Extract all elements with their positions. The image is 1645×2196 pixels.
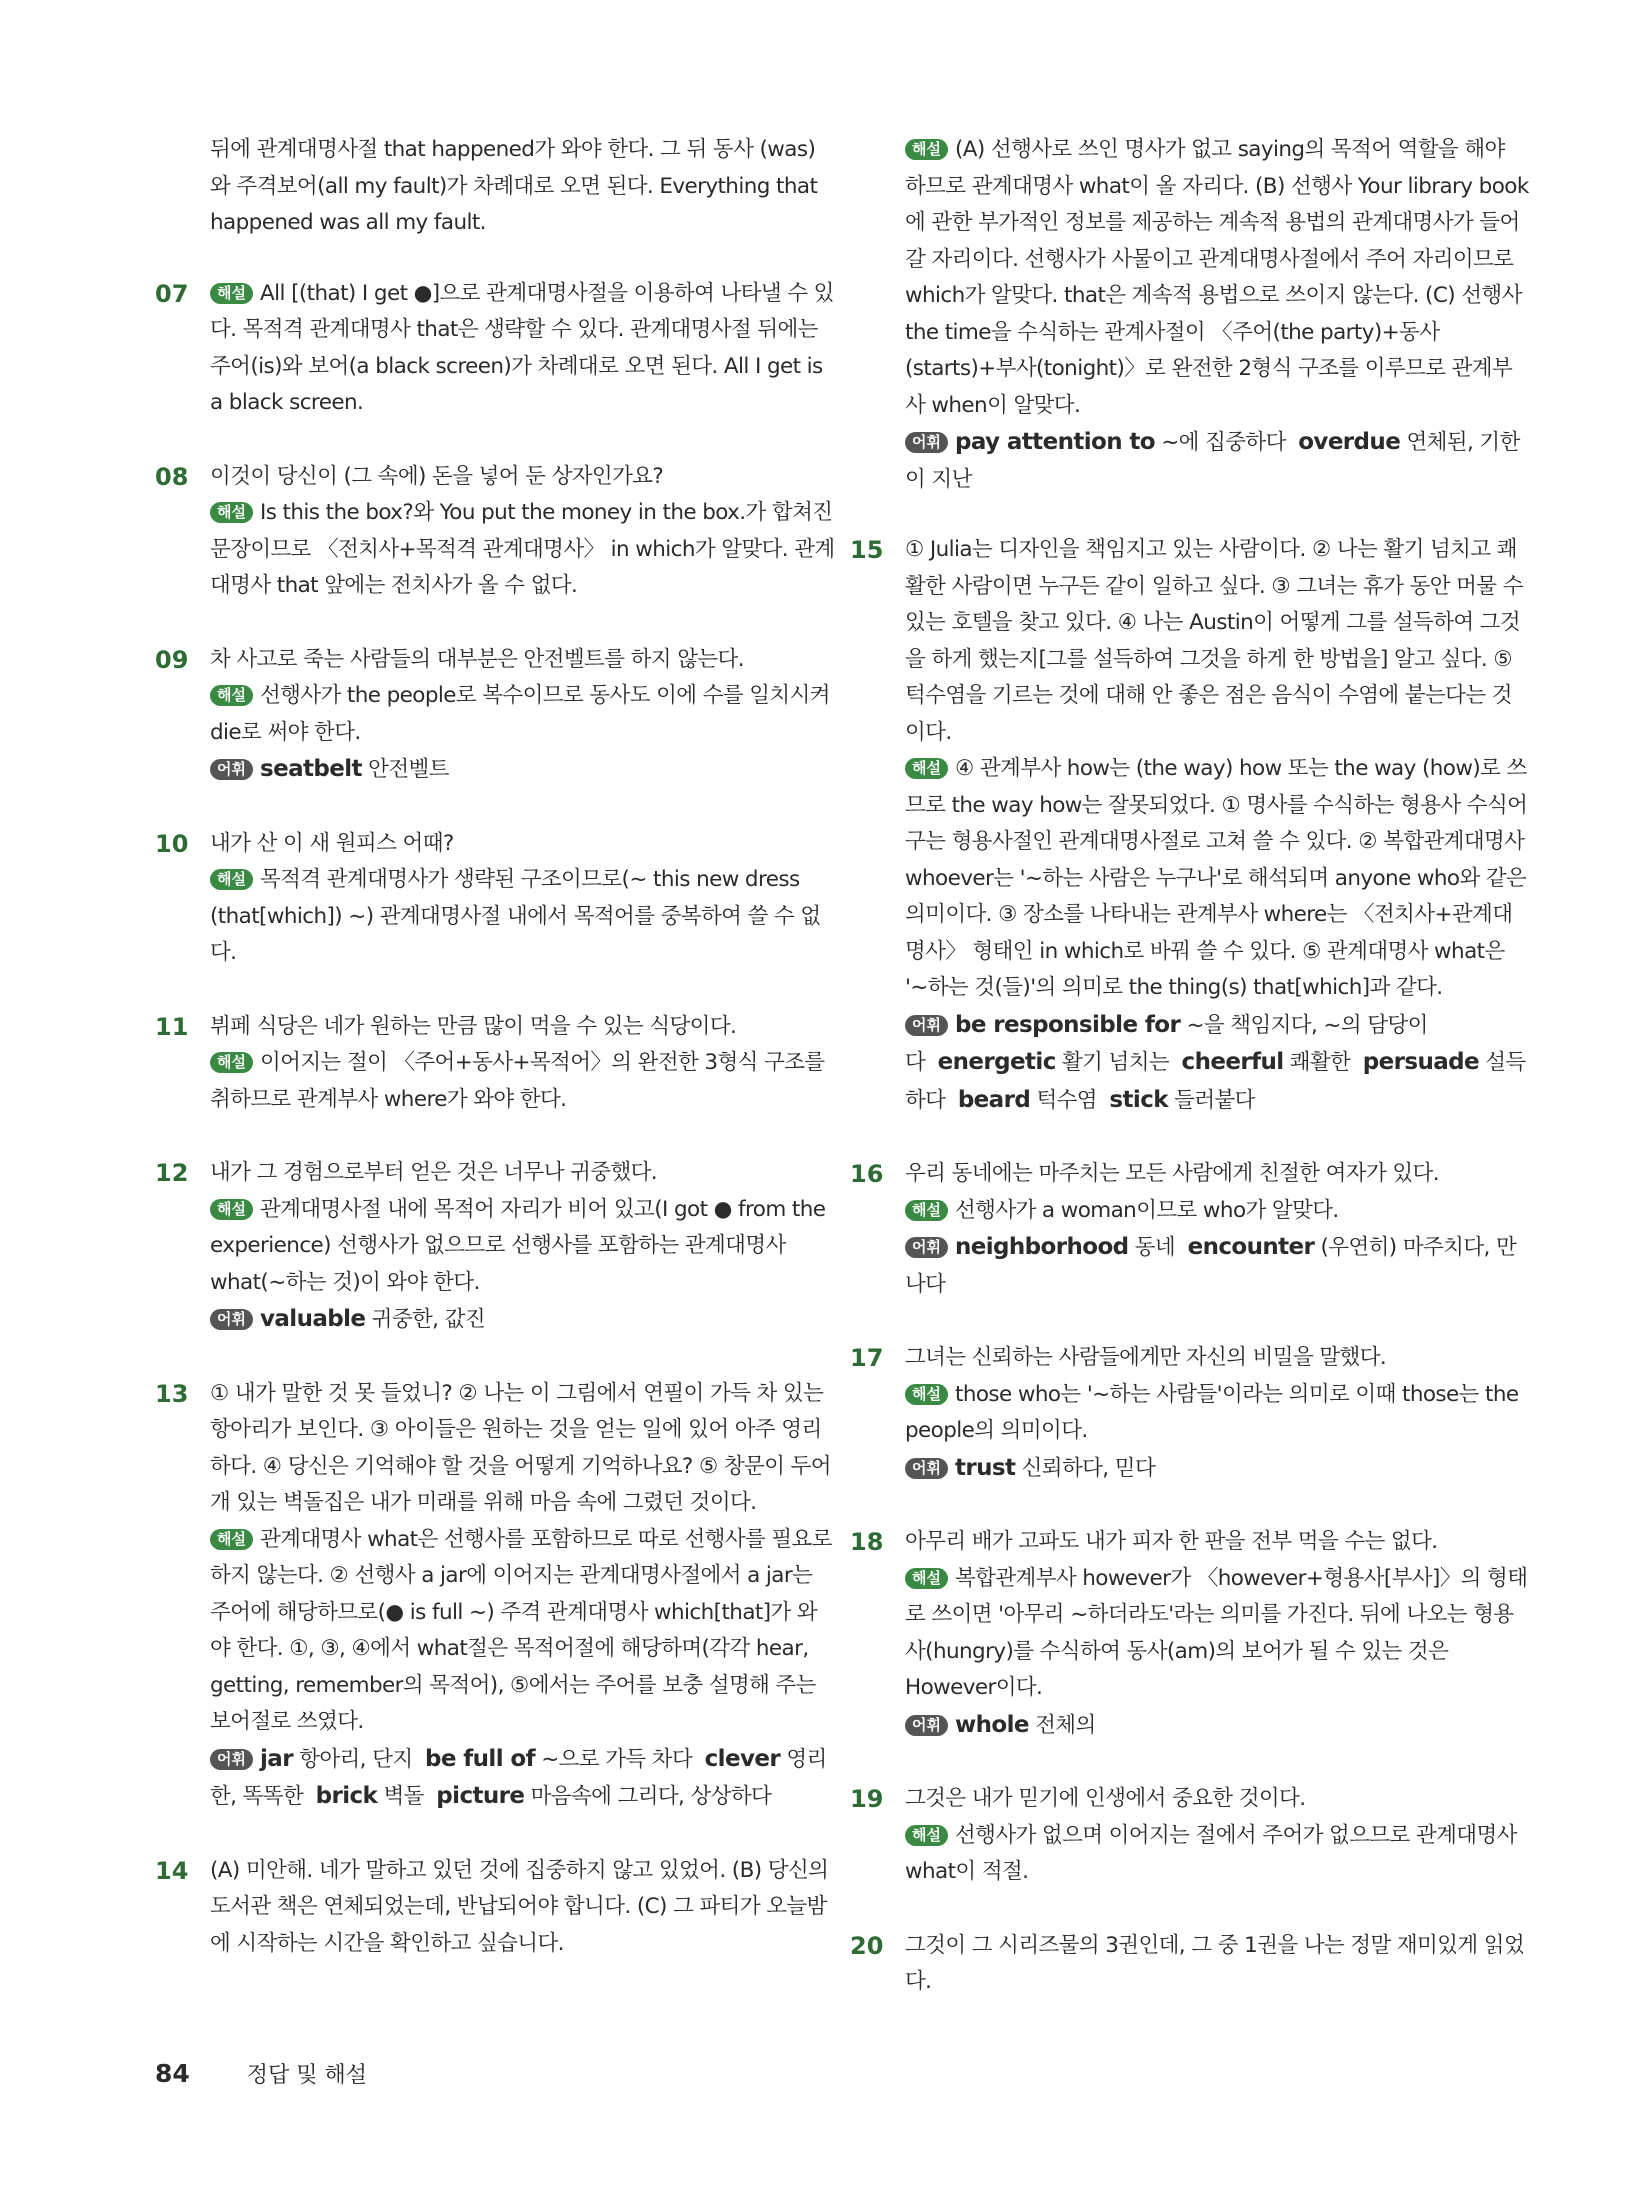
vocab-word: stick <box>1109 1086 1168 1113</box>
answer-item <box>210 132 835 242</box>
translation-text: (A) 미안해. 네가 말하고 있던 것에 집중하지 않고 있었어. (B) 당신의 도서관 책은 연체되었는데, 반납되어야 합니다. (C) 그 파티가 오늘밤에 시작하는 시간을 확인하고 싶습니다. <box>210 1857 829 1956</box>
explanation <box>210 1045 835 1118</box>
explanation-text: those who는 '~하는 사람들'이라는 의미로 이때 those는 the people의 의미이다. <box>905 1381 1519 1443</box>
translation-text: 뷔페 식당은 네가 원하는 만큼 많이 먹을 수 있는 식당이다. <box>210 1013 737 1039</box>
explanation-badge: 해설 <box>905 1568 948 1589</box>
translation-text: 아무리 배가 고파도 내가 피자 한 판을 전부 먹을 수는 없다. <box>905 1529 1438 1554</box>
vocab-meaning: 전체의 <box>1035 1712 1096 1738</box>
explanation <box>905 1377 1530 1450</box>
explanation-badge: 해설 <box>210 685 253 706</box>
explanation-badge: 해설 <box>905 758 948 779</box>
vocabulary-badge: 어휘 <box>210 1309 253 1330</box>
vocab-word: overdue <box>1298 429 1401 455</box>
explanation-badge: 해설 <box>905 1200 948 1221</box>
vocabulary <box>210 751 835 789</box>
explanation <box>210 678 835 751</box>
explanation-text: 관계대명사절 내에 목적어 자리가 비어 있고(I got ● from the experience) 선행사가 없으므로 선행사를 포함하는 관계대명사 what(~하는 것)이 와야 한다. <box>210 1196 826 1295</box>
vocab-meaning: 들러붙다 <box>1174 1087 1255 1113</box>
vocabulary <box>905 424 1530 498</box>
vocab-meaning: 활기 넘치는 <box>1061 1050 1170 1075</box>
explanation-text: 선행사가 a woman이므로 who가 알맞다. <box>954 1197 1339 1223</box>
explanation <box>905 751 1530 1007</box>
answer-item <box>155 826 835 972</box>
vocab-meaning: 마음속에 그리다, 상상하다 <box>530 1784 772 1809</box>
explanation-badge: 해설 <box>210 1529 253 1550</box>
translation-text: 내가 산 이 새 원피스 어때? <box>210 830 454 856</box>
answer-item <box>155 1009 835 1119</box>
item-number: 10 <box>155 829 189 858</box>
explanation-badge: 해설 <box>210 1199 253 1220</box>
translation-text: 내가 그 경험으로부터 얻은 것은 너무나 귀중했다. <box>210 1160 658 1185</box>
vocab-meaning: 안전벨트 <box>368 757 449 782</box>
answer-item <box>850 1340 1530 1487</box>
explanation-badge: 해설 <box>210 1052 253 1073</box>
answer-item <box>155 642 835 789</box>
item-number: 08 <box>155 462 189 491</box>
vocab-word: beard <box>957 1086 1031 1113</box>
item-number: 07 <box>155 279 189 308</box>
item-number: 11 <box>155 1012 189 1041</box>
answer-item <box>850 1524 1530 1744</box>
vocabulary-badge: 어휘 <box>905 1015 948 1036</box>
explanation-badge: 해설 <box>210 869 253 890</box>
item-number: 16 <box>850 1160 884 1188</box>
vocab-word: energetic <box>937 1049 1056 1075</box>
explanation <box>210 495 835 605</box>
vocab-word: neighborhood <box>954 1234 1129 1260</box>
answer-item <box>850 1928 1530 2001</box>
vocab-meaning: 벽돌 <box>383 1784 424 1809</box>
translation-text: 그것이 그 시리즈물의 3권인데, 그 중 1권을 나는 정말 재미있게 읽었다. <box>905 1932 1525 1994</box>
explanation-text: All [(that) I get ●]으로 관계대명사절을 이용하여 나타낼 수 있다. 목적격 관계대명사 that은 생략할 수 있다. 관계대명사절 뒤에는 주어(is)와 보어(a black screen)가 차례대로 오면 된다. All I get is a black screen. <box>210 280 834 415</box>
footer-title: 정답 및 해설 <box>246 2063 368 2088</box>
vocab-meaning: 연체된, 기한이 지난 <box>905 430 1520 492</box>
vocab-word: picture <box>436 1783 525 1809</box>
explanation-text: (A) 선행사로 쓰인 명사가 없고 saying의 목적어 역할을 해야 하므로 관계대명사 what이 올 자리다. (B) 선행사 Your library book에 관한 부가적인 정보를 제공하는 계속적 용법의 관계대명사가 들어갈 자리이다. 선행사가 사물이고 관계대명사절에서 주어 자리이므로 which가 알맞다. that은 계속적 용법으로 쓰이지 않는다. (C) 선행사 the time을 수식하는 관계사절이 〈주어(the party)+동사(starts)+부사(tonight)〉로 완전한 2형식 구조를 이루므로 관계부사 when이 알맞다. <box>905 137 1529 418</box>
vocab-meaning: 신뢰하다, 믿다 <box>1021 1455 1156 1481</box>
page-footer <box>155 2058 367 2089</box>
vocab-word: persuade <box>1362 1049 1480 1075</box>
vocab-word: seatbelt <box>259 756 362 782</box>
vocab-word: encounter <box>1187 1234 1315 1260</box>
item-number: 09 <box>155 645 189 674</box>
explanation <box>210 862 835 972</box>
vocabulary <box>905 1229 1530 1303</box>
translation-text: 우리 동네에는 마주치는 모든 사람에게 친절한 여자가 있다. <box>905 1161 1439 1186</box>
translation-text: 그녀는 신뢰하는 사람들에게만 자신의 비밀을 말했다. <box>905 1345 1387 1370</box>
explanation-text: 관계대명사 what은 선행사를 포함하므로 따로 선행사를 필요로 하지 않는다. ② 선행사 a jar에 이어지는 관계대명사절에서 a jar는 주어에 해당하므로(● is full ~) 주격 관계대명사 which[that]가 와야 한다. ①, ③, ④에서 what절은 목적어절에 해당하며(각각 hear, getting, remember의 목적어), ⑤에서는 주어를 보충 설명해 주는 보어절로 쓰였다. <box>210 1526 832 1734</box>
vocab-meaning: 동네 <box>1134 1235 1176 1260</box>
item-number: 15 <box>850 536 884 564</box>
vocabulary-badge: 어휘 <box>210 759 253 780</box>
vocab-meaning: 귀중한, 값진 <box>371 1307 485 1332</box>
explanation-text: Is this the box?와 You put the money in the box.가 합쳐진 문장이므로 〈전치사+목적격 관계대명사〉 in which가 알맞다. 관계대명사 that 앞에는 전치사가 올 수 없다. <box>210 500 835 598</box>
vocabulary <box>210 1301 835 1339</box>
translation-text: ① Julia는 디자인을 책임지고 있는 사람이다. ② 나는 활기 넘치고 쾌활한 사람이면 누구든 같이 일하고 싶다. ③ 그녀는 휴가 동안 머물 수 있는 호텔을 찾고 있다. ④ 나는 Austin이 어떻게 그를 설득하여 그것을 하게 했는지[그를 설득하여 그것을 하게 한 방법을] 알고 싶다. ⑤ 턱수염을 기르는 것에 대해 안 좋은 점은 음식이 수염에 붙는다는 것이다. <box>905 537 1523 745</box>
explanation-text: 목적격 관계대명사가 생략된 구조이므로(~ this new dress (that[which]) ~) 관계대명사절 내에서 목적어를 중복하여 쓸 수 없다. <box>210 867 821 965</box>
vocabulary-badge: 어휘 <box>210 1749 253 1770</box>
translation-text: 뒤에 관계대명사절 that happened가 와야 한다. 그 뒤 동사 (was)와 주격보어(all my fault)가 차례대로 오면 된다. Everything that happened was all my fault. <box>210 137 818 235</box>
vocab-meaning: 영리한, 똑똑한 <box>210 1746 827 1809</box>
answer-item <box>850 1156 1530 1303</box>
vocab-meaning: ~을 책임지다, ~의 담당이다 <box>905 1012 1428 1075</box>
explanation-text: 선행사가 the people로 복수이므로 동사도 이에 수를 일치시켜 die로 써야 한다. <box>210 683 830 745</box>
vocab-word: pay attention to <box>954 429 1156 455</box>
vocabulary-badge: 어휘 <box>905 432 948 453</box>
vocab-word: cheerful <box>1181 1049 1284 1075</box>
vocabulary <box>905 1450 1530 1488</box>
explanation <box>905 1561 1530 1707</box>
vocabulary-badge: 어휘 <box>905 1458 948 1479</box>
translation-text: 이것이 당신이 (그 속에) 돈을 넣어 둔 상자인가요? <box>210 463 664 489</box>
answer-item <box>905 132 1530 498</box>
answer-item <box>155 276 835 422</box>
answer-item <box>850 532 1530 1119</box>
answer-item <box>850 1781 1530 1891</box>
answer-item <box>155 1376 835 1816</box>
vocab-meaning: 항아리, 단지 <box>299 1746 413 1772</box>
vocab-word: jar <box>259 1745 293 1772</box>
answer-item <box>155 1853 835 1963</box>
page-number: 84 <box>155 2059 190 2088</box>
explanation-text: 선행사가 없으며 이어지는 절에서 주어가 없으므로 관계대명사 what이 적절. <box>905 1822 1517 1884</box>
explanation-badge: 해설 <box>905 1384 948 1405</box>
item-number: 18 <box>850 1528 884 1556</box>
explanation-badge: 해설 <box>905 1825 948 1846</box>
item-number: 17 <box>850 1344 884 1372</box>
explanation-badge: 해설 <box>210 283 253 304</box>
vocab-word: clever <box>704 1745 781 1772</box>
vocab-word: brick <box>315 1783 378 1809</box>
explanation <box>905 132 1530 424</box>
answer-item <box>155 459 835 605</box>
item-number: 19 <box>850 1785 884 1813</box>
explanation <box>210 1192 835 1302</box>
vocab-meaning: 쾌활한 <box>1289 1050 1351 1075</box>
right-column <box>850 132 1530 2038</box>
explanation <box>210 276 835 422</box>
item-number: 20 <box>850 1931 884 1960</box>
vocab-word: be responsible for <box>954 1011 1181 1038</box>
explanation-badge: 해설 <box>905 139 948 160</box>
explanation-badge: 해설 <box>210 502 253 523</box>
explanation-text: 이어지는 절이 〈주어+동사+목적어〉의 완전한 3형식 구조를 취하므로 관계부사 where가 와야 한다. <box>210 1050 825 1112</box>
vocabulary <box>905 1707 1530 1745</box>
vocab-meaning: 턱수염 <box>1036 1087 1097 1113</box>
item-number: 12 <box>155 1159 189 1187</box>
translation-text: ① 내가 말한 것 못 들었니? ② 나는 이 그림에서 연필이 가득 차 있는 항아리가 보인다. ③ 아이들은 원하는 것을 얻는 일에 있어 아주 영리하다. ④ 당신은 기억해야 할 것을 어떻게 기억하나요? ⑤ 창문이 두어 개 있는 벽돌집은 내가 미래를 위해 마음 속에 그렸던 것이다. <box>210 1380 831 1515</box>
explanation <box>905 1193 1530 1230</box>
vocab-word: trust <box>954 1454 1016 1481</box>
translation-text: 차 사고로 죽는 사람들의 대부분은 안전벨트를 하지 않는다. <box>210 646 744 672</box>
vocab-meaning: 설득하다 <box>905 1050 1526 1113</box>
vocab-word: be full of <box>424 1745 536 1772</box>
explanation-text: ④ 관계부사 how는 (the way) how 또는 the way (how)로 쓰므로 the way how는 잘못되었다. ① 명사를 수식하는 형용사 수식어구는 형용사절인 관계대명사절로 고쳐 쓸 수 있다. ② 복합관계대명사 whoever는 '~하는 사람은 누구나'로 해석되며 anyone who와 같은 의미이다. ③ 장소를 나타내는 관계부사 where는 〈전치사+관계대명사〉 형태인 in which로 바꿔 쓸 수 있다. ⑤ 관계대명사 what은 '~하는 것(들)'의 의미로 the thing(s) that[which]과 같다. <box>905 756 1528 1000</box>
item-number: 13 <box>155 1379 189 1408</box>
translation-text: 그것은 내가 믿기에 인생에서 중요한 것이다. <box>905 1786 1306 1811</box>
vocabulary-badge: 어휘 <box>905 1237 948 1258</box>
vocab-meaning: (우연히) 마주치다, 만나다 <box>905 1235 1517 1297</box>
left-column <box>155 132 835 1999</box>
explanation-text: 복합관계부사 however가 〈however+형용사[부사]〉의 형태로 쓰이면 '아무리 ~하더라도'라는 의미를 가진다. 뒤에 나오는 형용사(hungry)를 수식하여 동사(am)의 보어가 될 수 있는 것은 However이다. <box>905 1565 1528 1700</box>
answer-item <box>155 1155 835 1339</box>
vocabulary <box>210 1741 835 1816</box>
explanation <box>905 1818 1530 1891</box>
vocab-meaning: ~에 집중하다 <box>1161 430 1286 455</box>
vocab-word: valuable <box>259 1306 366 1332</box>
item-number: 14 <box>155 1856 189 1885</box>
vocab-word: whole <box>954 1711 1029 1738</box>
vocabulary <box>905 1007 1530 1120</box>
explanation <box>210 1522 835 1741</box>
vocab-meaning: ~으로 가득 차다 <box>541 1746 693 1772</box>
vocabulary-badge: 어휘 <box>905 1715 948 1736</box>
